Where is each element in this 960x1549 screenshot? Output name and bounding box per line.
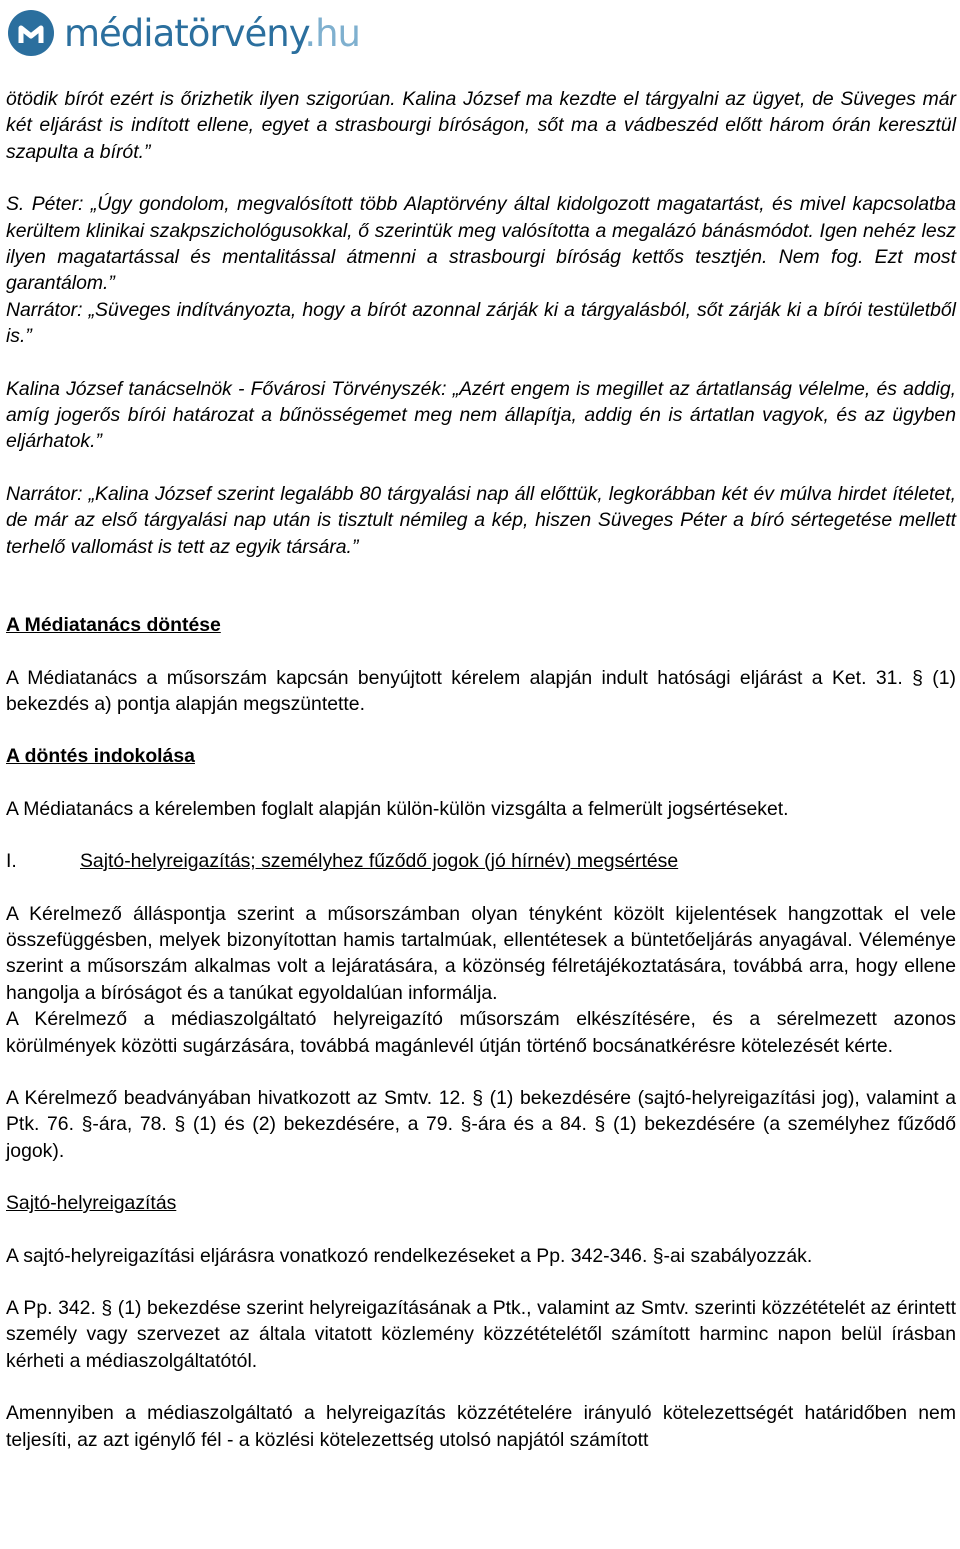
heading-reasoning: A döntés indokolása (6, 745, 195, 768)
paragraph-quote-continuation: ötödik bírót ezért is őrizhetik ilyen szigorúan. Kalina József ma kezdte el tárgyalni az ügyet, de Süveges már két eljárást is indított ellene, egyet a strasbourgi bíróságon, sőt ma a vádbeszéd előtt három órán keresztül szapulta a bírót.” (6, 88, 956, 163)
section-heading-i (6, 848, 956, 874)
site-logo (6, 8, 360, 58)
paragraph-narrator-2: Narrátor: „Kalina József szerint legalább 80 tárgyalási nap áll előttük, legkorábban két év múlva hirdet ítéletet, de már az első tárgyalási nap után is tisztult némileg a kép, hiszen Süveges Péter a bíró sértegetése mellett terhelő vallomást is tett az egyik társára.” (6, 482, 956, 558)
paragraph-reasoning-intro: A Médiatanács a kérelemben foglalt alapján külön-külön vizsgálta a felmerült jogsértéseket. (6, 797, 789, 820)
paragraph-decision: A Médiatanács a műsorszám kapcsán benyújtott kérelem alapján indult hatósági eljárást a Ket. 31. § (1) bekezdés a) pontja alapján megszüntette. (6, 666, 956, 715)
heading-decision: A Médiatanács döntése (6, 614, 221, 637)
paragraph-correction-rules: A sajtó-helyreigazítási eljárásra vonatkozó rendelkezéseket a Pp. 342-346. §-ai szabályozzák. (6, 1244, 813, 1267)
section-title: Sajtó-helyreigazítás; személyhez fűződő jogok (jó hírnév) megsértése (80, 850, 679, 873)
paragraph-applicant-request: A Kérelmező a médiaszolgáltató helyreigazító műsorszám elkészítésére, és a sérelmezett azonos körülmények közötti sugárzására, továbbá magánlevél útján történő bocsánatkérésre kötelezését kérte. (6, 1008, 956, 1057)
paragraph-pp-342: A Pp. 342. § (1) bekezdése szerint helyreigazításának a Ptk., valamint az Smtv. szerinti közzétételét az érintett személy vagy szervezet az általa vitatott közlemény közzétételétől számított harminc napon belül írásban kérheti a médiaszolgáltatótól. (6, 1297, 956, 1372)
logo-mark-icon (6, 8, 56, 58)
document-body (6, 86, 956, 1453)
logo-text (64, 12, 360, 55)
paragraph-narrator-1: Narrátor: „Süveges indítványozta, hogy a bírót azonnal zárják ki a tárgyalásból, sőt zárják ki a bírói testületből is.” (6, 298, 956, 348)
paragraph-deadline: Amennyiben a médiaszolgáltató a helyreigazítás közzétételére irányuló kötelezettségét határidőben nem teljesíti, az azt igénylő fél - a közlési kötelezettség utolsó napjától számított (6, 1402, 956, 1451)
logo-name: médiatörvény (64, 11, 305, 55)
paragraph-speaker-peter: S. Péter: „Úgy gondolom, megvalósított több Alaptörvény által kidolgozott magatartást, és mivel kapcsolatba kerültem klinikai szakpszichológusokkal, ő szerintük meg valósította a megalázó bánásmódot. Igen nehéz lesz ilyen magatartással és mentalitással átmenni a strasbourgi bíróság kettős tesztjén. Nem fog. Ezt most garantálom.” (6, 193, 956, 295)
paragraph-applicant-position: A Kérelmező álláspontja szerint a műsorszámban olyan tényként közölt kijelentések hangzottak el vele összefüggésben, melyek bizonyítottan hamis tartalmúak, ellentétesek a büntetőeljárás anyagával. Véleménye szerint a műsorszám alkalmas volt a lejáratására, a közönség félretájékoztatására, továbbá arra, hogy ellene hangolja a bíróságot és a tanúkat egyoldalúan informálja. (6, 902, 956, 1004)
heading-correction: Sajtó-helyreigazítás (6, 1192, 177, 1215)
logo-tld: .hu (304, 11, 361, 55)
paragraph-speaker-kalina: Kalina József tanácselnök - Fővárosi Törvényszék: „Azért engem is megillet az ártatlanság vélelme, és addig, amíg jogerős bírói határozat a bűnösségemet meg nem állapítja, addig én is ártatlan vagyok, és az ügyben eljárhatok.” (6, 377, 956, 453)
paragraph-legal-references: A Kérelmező beadványában hivatkozott az Smtv. 12. § (1) bekezdésére (sajtó-helyreigazítási jog), valamint a Ptk. 76. §-ára, 78. § (1) és (2) bekezdésére, a 79. §-ára és a 84. § (1) bekezdésére (a személyhez fűződő jogok). (6, 1086, 956, 1162)
section-number: I. (6, 850, 17, 873)
